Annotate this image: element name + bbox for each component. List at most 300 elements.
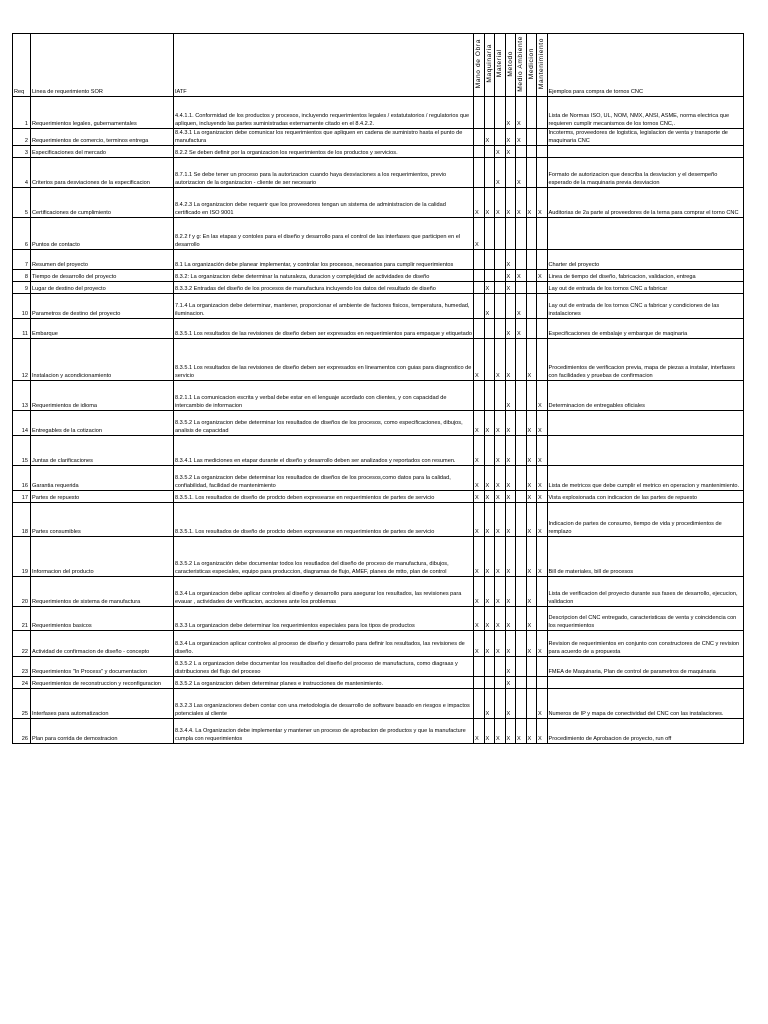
mark-cell [516, 491, 527, 503]
iatf-cell: 8.3.5.2 La organizacion debe determinar los resultados de diseños de los procesos,como datos para la calidad, confiabilidad, facilidad de mantenimiento [174, 466, 474, 491]
ejemplo-cell [547, 146, 743, 158]
iatf-cell: 8.2.2 Se deben definir por la organizacion los requerimientos de los productos y servicios. [174, 146, 474, 158]
mark-cell: X [526, 537, 537, 577]
mark-cell [505, 218, 516, 250]
iatf-cell: 8.2.2 f y g: En las etapas y contoles para el diseño y desarrollo para el control de las interfases que participen en el desarrollo [174, 218, 474, 250]
mark-cell [516, 577, 527, 607]
table-row [13, 381, 744, 411]
mark-cell [484, 339, 495, 381]
table-row [13, 294, 744, 319]
req-number-cell: 7 [13, 250, 31, 270]
mark-cell: X [516, 294, 527, 319]
mark-cell [474, 146, 485, 158]
mark-cell: X [484, 631, 495, 657]
mark-cell [526, 158, 537, 188]
mark-cell: X [505, 250, 516, 270]
mark-cell [484, 250, 495, 270]
mark-cell: X [474, 719, 485, 744]
ejemplo-cell: Bill de materiales, bill de procesos [547, 537, 743, 577]
linea-cell: Requerimientos de comercio, terminos entrega [31, 129, 174, 146]
mark-cell [495, 218, 506, 250]
table-row [13, 129, 744, 146]
mark-cell: X [495, 537, 506, 577]
iatf-cell: 7.1.4 La organizacion debe determinar, mantener, proporcionar el ambiente de factores fisicos, temperatura, humedad, iluminacion. [174, 294, 474, 319]
mark-cell: X [526, 631, 537, 657]
iatf-cell: 8.3.4 La organizacion debe aplicar controles al diseño y desarrollo para asegurar los resultados, las revisiones para evauar , actividades de verificacion, acciones ante los problemas [174, 577, 474, 607]
ejemplo-cell: FMEA de Maquinaria, Plan de control de parametros de maquinaria [547, 657, 743, 677]
mark-cell: X [526, 436, 537, 466]
mark-cell [516, 631, 527, 657]
mark-cell: X [505, 129, 516, 146]
mark-cell [484, 218, 495, 250]
linea-cell: Requerimientos "In Process" y documentacion [31, 657, 174, 677]
iatf-cell: 8.7.1.1 Se debe tener un proceso para la autorizacion cuando haya desviaciones a los requerimientos, previo autorizacion de la organizacion - cliente de ser necesario [174, 158, 474, 188]
req-number-cell: 2 [13, 129, 31, 146]
mark-cell [484, 319, 495, 339]
mark-cell: X [537, 719, 548, 744]
mark-cell: X [495, 631, 506, 657]
iatf-cell: 8.3.5.2 La organizacion debe determinar los resultados de diseños de los procesos, como especificaciones, dibujos, analisis de capacidad [174, 411, 474, 436]
mark-cell [537, 282, 548, 294]
table-body [13, 97, 744, 744]
mark-cell [495, 250, 506, 270]
mark-cell [484, 97, 495, 129]
iatf-cell: 8.4.2.3 La organizacion debe requerir que los proveedores tengan un sistema de administracion de la calidad certificado en ISO 9001 [174, 188, 474, 218]
req-number-cell: 12 [13, 339, 31, 381]
mark-cell: X [474, 218, 485, 250]
mark-cell: X [474, 577, 485, 607]
req-number-cell: 17 [13, 491, 31, 503]
mark-cell: X [495, 503, 506, 537]
linea-cell: Puntos de contacto [31, 218, 174, 250]
ejemplo-cell [547, 436, 743, 466]
header-row [13, 34, 744, 97]
table-row [13, 270, 744, 282]
mark-cell: X [474, 631, 485, 657]
linea-cell: Parametros de destino del proyecto [31, 294, 174, 319]
mark-cell: X [484, 129, 495, 146]
header-metodo: Metodo [505, 34, 516, 97]
mark-cell [495, 294, 506, 319]
table-row [13, 146, 744, 158]
mark-cell: X [537, 503, 548, 537]
mark-cell [495, 689, 506, 719]
ejemplo-cell: Lista de Normas ISO, UL, NOM, NMX, ANSI, ASME, norma electrica que requieren cumplir mecanismos de los tornos CNC,. [547, 97, 743, 129]
linea-cell: Requerimientos de reconstruccion y reconfiguracion [31, 677, 174, 689]
mark-cell [537, 294, 548, 319]
mark-cell [516, 411, 527, 436]
mark-cell: X [484, 537, 495, 577]
mark-cell: X [505, 631, 516, 657]
linea-cell: Tiempo de desarrollo del proyecto [31, 270, 174, 282]
mark-cell: X [516, 188, 527, 218]
mark-cell [474, 689, 485, 719]
table-row [13, 577, 744, 607]
table-row [13, 466, 744, 491]
ejemplo-cell: Indicacion de partes de consumo, tiempo de vida y procedimientos de remplazo [547, 503, 743, 537]
mark-cell [516, 689, 527, 719]
table-row [13, 411, 744, 436]
mark-cell [526, 129, 537, 146]
mark-cell: X [474, 188, 485, 218]
iatf-cell: 8.3.5.2 La organización debe documentar todos los resutlados del diseño de proceso de manufactura, dibujos, caracteristicas especiales, equipo para produccion, diagramas de flujo, AMEF, planes de mtto, plan de control [174, 537, 474, 577]
mark-cell: X [505, 677, 516, 689]
iatf-cell: 8.3.5.2 L a organizacion debe documentar los resultados del diseño del proceso de manufactura, como diagraas y distribuciones del flujo del proceso [174, 657, 474, 677]
mark-cell [495, 270, 506, 282]
table-row [13, 188, 744, 218]
mark-cell [526, 270, 537, 282]
mark-cell [474, 381, 485, 411]
iatf-cell: 4.4.1.1. Conformidad de los productos y procesos, incluyendo requerimientos legales / estatutatorios / regulatorios que apliquen, incluyendo las partes suministradas externamente citado en el 8.4.2.2. [174, 97, 474, 129]
mark-cell [526, 146, 537, 158]
mark-cell: X [526, 491, 537, 503]
header-maquinaria: Maquinaria [484, 34, 495, 97]
linea-cell: Partes consumibles [31, 503, 174, 537]
mark-cell [537, 250, 548, 270]
header-mano-de-obra: Mano de Obra [474, 34, 485, 97]
linea-cell: Informacion del producto [31, 537, 174, 577]
mark-cell: X [474, 537, 485, 577]
linea-cell: Instalacion y acondicionamiento [31, 339, 174, 381]
mark-cell: X [505, 282, 516, 294]
ejemplo-cell: Incoterms, proveedores de logistica, legislacion de venta y transporte de maquinaria CNC [547, 129, 743, 146]
mark-cell: X [495, 466, 506, 491]
mark-cell [526, 218, 537, 250]
linea-cell: Garantia requerida [31, 466, 174, 491]
mark-cell [537, 158, 548, 188]
mark-cell [516, 466, 527, 491]
mark-cell [526, 250, 537, 270]
linea-cell: Certificaciones de cumplimiento [31, 188, 174, 218]
table-row [13, 436, 744, 466]
mark-cell: X [505, 319, 516, 339]
req-number-cell: 8 [13, 270, 31, 282]
req-number-cell: 9 [13, 282, 31, 294]
linea-cell: Criterios para desviaciones de la especificacion [31, 158, 174, 188]
mark-cell: X [537, 381, 548, 411]
iatf-cell: 8.3.2.3 Las organizaciones deben contar con una metodologia de desarrollo de software basado en riesgos e impactos potenciales al cliente [174, 689, 474, 719]
mark-cell [505, 294, 516, 319]
mark-cell: X [505, 537, 516, 577]
req-number-cell: 25 [13, 689, 31, 719]
mark-cell: X [505, 97, 516, 129]
table-row [13, 491, 744, 503]
mark-cell: X [505, 466, 516, 491]
ejemplo-cell: Linea de tiempo del diseño, fabricacion, validacion, entrega [547, 270, 743, 282]
mark-cell [474, 677, 485, 689]
ejemplo-cell: Auditorias de 2a parte al proveedores de la terna para comprar el torno CNC [547, 188, 743, 218]
mark-cell: X [474, 607, 485, 631]
header-iatf: IATF [174, 34, 474, 97]
req-number-cell: 15 [13, 436, 31, 466]
mark-cell [495, 677, 506, 689]
table-row [13, 719, 744, 744]
mark-cell: X [537, 466, 548, 491]
iatf-cell: 8.3.5.2 La organizacion deben determinar planes e instrucciones de mantenimiento. [174, 677, 474, 689]
table-row [13, 631, 744, 657]
linea-cell: Requerimientos legales, gubernamentales [31, 97, 174, 129]
mark-cell [474, 270, 485, 282]
req-number-cell: 19 [13, 537, 31, 577]
mark-cell: X [484, 577, 495, 607]
mark-cell [516, 607, 527, 631]
linea-cell: Resumen del proyecto [31, 250, 174, 270]
requirements-table [12, 33, 744, 744]
mark-cell [526, 381, 537, 411]
mark-cell [474, 158, 485, 188]
req-number-cell: 1 [13, 97, 31, 129]
mark-cell [516, 677, 527, 689]
header-ejemplos: Ejemplos para compra de tornos CNC [547, 34, 743, 97]
table-row [13, 339, 744, 381]
mark-cell [474, 250, 485, 270]
req-number-cell: 3 [13, 146, 31, 158]
mark-cell [495, 129, 506, 146]
table-row [13, 677, 744, 689]
linea-cell: Plan para corrida de demostracion [31, 719, 174, 744]
mark-cell [495, 319, 506, 339]
mark-cell: X [505, 146, 516, 158]
linea-cell: Actividad de confirmacion de diseño - concepto [31, 631, 174, 657]
mark-cell [484, 657, 495, 677]
mark-cell: X [505, 719, 516, 744]
table-row [13, 607, 744, 631]
mark-cell: X [526, 188, 537, 218]
mark-cell: X [526, 719, 537, 744]
mark-cell [526, 294, 537, 319]
ejemplo-cell: Numeros de IP y mapa de conectividad del CNC con las instalaciones. [547, 689, 743, 719]
mark-cell: X [526, 466, 537, 491]
iatf-cell: 8.3.4 La organizacion aplicar controles al proceso de diseño y desarrollo para definir los resultados, las revisiones de diseño. [174, 631, 474, 657]
req-number-cell: 11 [13, 319, 31, 339]
mark-cell [537, 607, 548, 631]
ejemplo-cell [547, 677, 743, 689]
req-number-cell: 24 [13, 677, 31, 689]
req-number-cell: 16 [13, 466, 31, 491]
mark-cell [516, 146, 527, 158]
table-row [13, 503, 744, 537]
iatf-cell: 8.3.5.1 Los resultados de las revisiones de diseño deben ser expresados en lineamentos con guias para diagnostico de servicio [174, 339, 474, 381]
mark-cell: X [505, 491, 516, 503]
req-number-cell: 22 [13, 631, 31, 657]
linea-cell: Juntas de clarificaciones [31, 436, 174, 466]
iatf-cell: 8.3.3 La organizacion debe determinar los requerimientos especiales para los tipos de productos [174, 607, 474, 631]
req-number-cell: 6 [13, 218, 31, 250]
mark-cell: X [537, 411, 548, 436]
mark-cell: X [484, 719, 495, 744]
mark-cell: X [505, 689, 516, 719]
ejemplo-cell: Charter del proyecto [547, 250, 743, 270]
iatf-cell: 8.3.3.2 Entradas del diseño de los procesos de manufactura incluyendo los datos del resultado de diseño [174, 282, 474, 294]
header-medicion: Medicion [526, 34, 537, 97]
req-number-cell: 14 [13, 411, 31, 436]
mark-cell [516, 537, 527, 577]
table-row [13, 97, 744, 129]
mark-cell: X [484, 503, 495, 537]
header-mantenimiento: Mantenimiento [537, 34, 548, 97]
header-req: Req [13, 34, 31, 97]
mark-cell [474, 282, 485, 294]
mark-cell: X [484, 491, 495, 503]
ejemplo-cell: Especificaciones de embalaje y embarque de maqinaria [547, 319, 743, 339]
table-row [13, 158, 744, 188]
ejemplo-cell: Determinacion de entregables oficiales [547, 381, 743, 411]
table-row [13, 282, 744, 294]
mark-cell: X [505, 577, 516, 607]
mark-cell [484, 270, 495, 282]
ejemplo-cell: Lay out de entrada de los tornos CNC a fabricar [547, 282, 743, 294]
linea-cell: Lugar de destino del proyecto [31, 282, 174, 294]
linea-cell: Entregables de la cotizacion [31, 411, 174, 436]
mark-cell: X [484, 411, 495, 436]
mark-cell [516, 436, 527, 466]
mark-cell: X [505, 607, 516, 631]
linea-cell: Especificaciones del mercado [31, 146, 174, 158]
req-number-cell: 4 [13, 158, 31, 188]
req-number-cell: 13 [13, 381, 31, 411]
mark-cell [474, 319, 485, 339]
mark-cell [474, 657, 485, 677]
mark-cell: X [474, 503, 485, 537]
mark-cell: X [495, 188, 506, 218]
mark-cell [537, 339, 548, 381]
mark-cell: X [516, 719, 527, 744]
mark-cell: X [516, 270, 527, 282]
mark-cell: X [537, 491, 548, 503]
mark-cell: X [495, 411, 506, 436]
ejemplo-cell: Procedimiento de Aprobacion de proyecto, run off [547, 719, 743, 744]
mark-cell [474, 294, 485, 319]
req-number-cell: 18 [13, 503, 31, 537]
header-material: Material [495, 34, 506, 97]
table-row [13, 218, 744, 250]
mark-cell [516, 339, 527, 381]
mark-cell [505, 158, 516, 188]
mark-cell: X [495, 491, 506, 503]
mark-cell [537, 319, 548, 339]
iatf-cell: 8.3.4.1 Las mediciones en etapar durante el diseño y desarrollo deben ser analizados y reportados con resumen. [174, 436, 474, 466]
mark-cell: X [537, 537, 548, 577]
ejemplo-cell: Descripcion del CNC entregado, caracteristicas de venta y coincidencia con los requerimientos [547, 607, 743, 631]
linea-cell: Embarque [31, 319, 174, 339]
mark-cell [495, 97, 506, 129]
mark-cell [516, 657, 527, 677]
mark-cell [495, 282, 506, 294]
iatf-cell: 8.1 La organización debe planear implementar, y controlar los procesos, necesarios para cumplir requerimientos [174, 250, 474, 270]
iatf-cell: 8.3.5.1. Los resultados de diseño de prodcto deben expresearse en requerimientos de partes de servicio [174, 503, 474, 537]
mark-cell [516, 503, 527, 537]
mark-cell [526, 657, 537, 677]
mark-cell: X [495, 146, 506, 158]
mark-cell [537, 129, 548, 146]
mark-cell: X [495, 339, 506, 381]
iatf-cell: 8.3.2: La organizacion debe determinar la naturaleza, duracion y complejidad de actividades de diseño [174, 270, 474, 282]
mark-cell [484, 436, 495, 466]
mark-cell: X [484, 689, 495, 719]
mark-cell: X [516, 319, 527, 339]
mark-cell [537, 218, 548, 250]
mark-cell [526, 282, 537, 294]
mark-cell [516, 381, 527, 411]
mark-cell: X [526, 503, 537, 537]
mark-cell [537, 146, 548, 158]
mark-cell: X [484, 282, 495, 294]
mark-cell: X [484, 607, 495, 631]
req-number-cell: 21 [13, 607, 31, 631]
mark-cell [474, 97, 485, 129]
mark-cell: X [484, 188, 495, 218]
mark-cell: X [526, 411, 537, 436]
mark-cell [484, 677, 495, 689]
ejemplo-cell: Lista de metricos que debe cumplir el metrico en operacion y mantenimiento. [547, 466, 743, 491]
iatf-cell: 8.3.5.1. Los resultados de diseño de prodcto deben expresearse en requerimientos de partes de servicio [174, 491, 474, 503]
mark-cell [537, 657, 548, 677]
mark-cell: X [495, 607, 506, 631]
header-linea: Linea de requerimiento SOR [31, 34, 174, 97]
mark-cell: X [516, 97, 527, 129]
header-medio-ambiente: Medio Ambiente [516, 34, 527, 97]
mark-cell: X [495, 577, 506, 607]
mark-cell: X [516, 129, 527, 146]
mark-cell: X [537, 270, 548, 282]
mark-cell [526, 319, 537, 339]
mark-cell: X [474, 411, 485, 436]
mark-cell [516, 218, 527, 250]
ejemplo-cell: Procedimientos de verificacion previa, mapa de piezas a instalar, interfases con facilidades y pruebas de confirmacion [547, 339, 743, 381]
mark-cell: X [537, 188, 548, 218]
mark-cell [526, 689, 537, 719]
mark-cell: X [484, 466, 495, 491]
ejemplo-cell: Revision de requerimientos en conjunto con constructores de CNC y revision para acuerdo de a propuesta [547, 631, 743, 657]
mark-cell: X [526, 607, 537, 631]
iatf-cell: 8.2.1.1 La comunicacion escrita y verbal debe estar en el lenguaje acordado con clientes, y con capacidad de intercambio de informacion [174, 381, 474, 411]
iatf-cell: 8.4.3.1 La organizacion debe comunicar los requerimientos que apliquen en cadena de suministro hasta el punto de manufactura [174, 129, 474, 146]
mark-cell: X [484, 294, 495, 319]
table-row [13, 657, 744, 677]
linea-cell: Interfases para automatizacion [31, 689, 174, 719]
mark-cell: X [474, 491, 485, 503]
iatf-cell: 8.3.5.1 Los resultados de las revisiones de diseño deben ser expresados en requerimientos para empaque y etiquetado [174, 319, 474, 339]
ejemplo-cell: Vista explosionada con indicacion de las partes de repuesto [547, 491, 743, 503]
mark-cell [484, 146, 495, 158]
mark-cell [474, 129, 485, 146]
mark-cell [526, 97, 537, 129]
mark-cell: X [505, 270, 516, 282]
mark-cell: X [495, 158, 506, 188]
mark-cell: X [516, 158, 527, 188]
mark-cell: X [537, 631, 548, 657]
mark-cell [484, 381, 495, 411]
mark-cell: X [505, 411, 516, 436]
mark-cell: X [526, 339, 537, 381]
mark-cell: X [505, 188, 516, 218]
ejemplo-cell [547, 218, 743, 250]
ejemplo-cell: Formato de autorizacion que describa la desviacion y el desempeño esperado de la maquinaria previa desviacion [547, 158, 743, 188]
table-row [13, 689, 744, 719]
req-number-cell: 20 [13, 577, 31, 607]
req-number-cell: 23 [13, 657, 31, 677]
mark-cell: X [474, 436, 485, 466]
mark-cell: X [526, 577, 537, 607]
mark-cell: X [505, 503, 516, 537]
req-number-cell: 26 [13, 719, 31, 744]
mark-cell: X [505, 339, 516, 381]
mark-cell: X [505, 657, 516, 677]
mark-cell: X [537, 436, 548, 466]
mark-cell [495, 657, 506, 677]
iatf-cell: 8.3.4.4. La Organizacion debe implementar y mantener un proceso de aprobacion de productos y que la manufacture cumpla con requerimientos [174, 719, 474, 744]
mark-cell [484, 158, 495, 188]
